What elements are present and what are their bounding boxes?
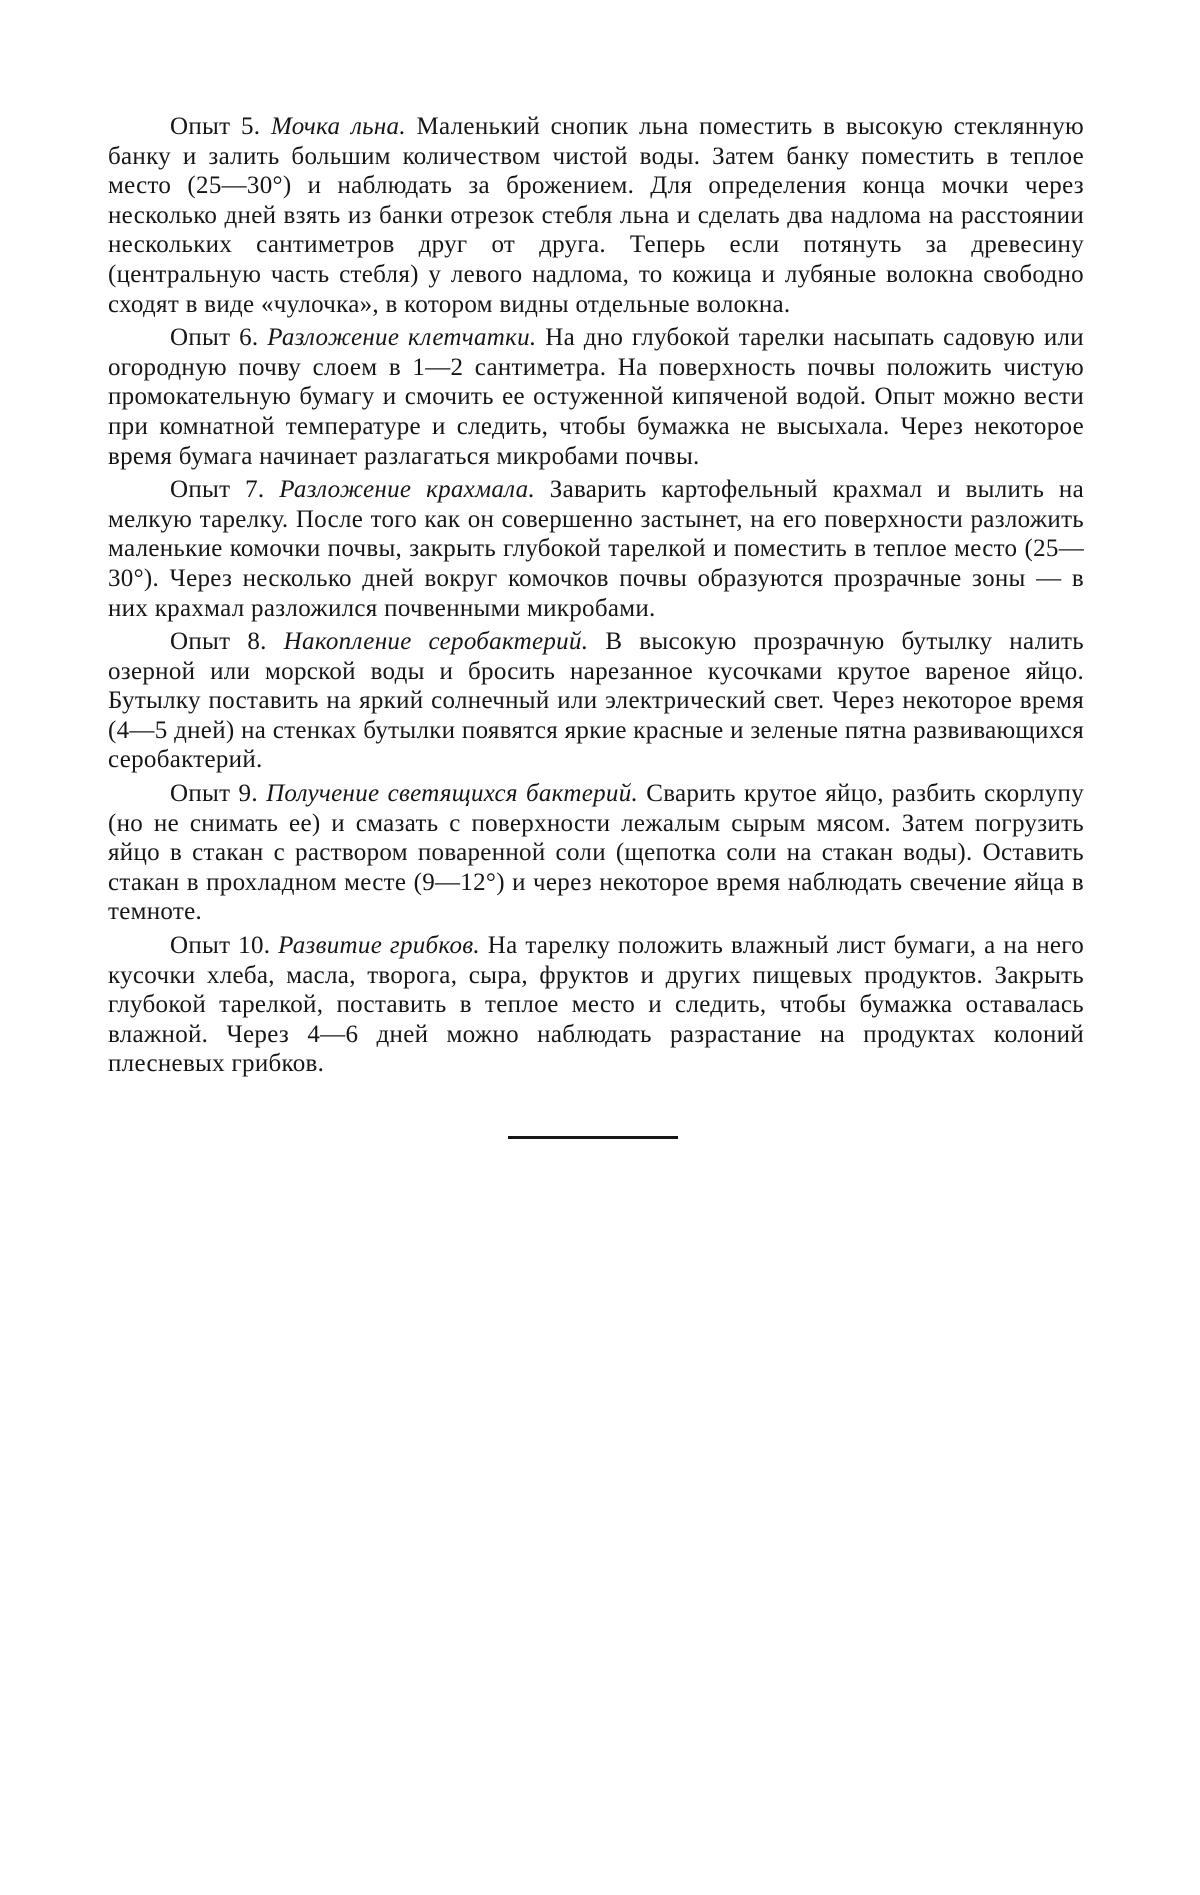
experiment-6: [108, 323, 1084, 471]
experiment-text: На дно глубокой тарелки насыпать садовую или огородную почву слоем в 1—2 сантиметра. На поверхность почвы положить чистую промокательную бумагу и смочить ее остуженной кипяченой водой. Опыт можно вести при комнатной температуре и следить, чтобы бумажка не высыхала. Через некоторое время бумага начинает разлагаться микробами почвы.: [108, 324, 1084, 469]
experiment-text: Сварить крутое яйцо, разбить скорлупу (но не снимать ее) и смазать с поверхности лежалым сырым мясом. Затем погрузить яйцо в стакан с раствором поваренной соли (щепотка соли на стакан воды). Оставить стакан в прохладном месте (9—12°) и через некоторое время наблюдать свечение яйца в темноте.: [108, 780, 1084, 925]
section-end-rule: [508, 1136, 678, 1139]
experiment-title: Получение светящихся бактерий.: [266, 780, 638, 807]
experiment-title: Развитие грибков.: [278, 932, 480, 959]
experiment-text: На тарелку положить влажный лист бумаги, а на него кусочки хлеба, масла, творога, сыра, фруктов и других пищевых продуктов. Закрыть глубокой тарелкой, поставить в теплое место и следить, чтобы бумажка оставалась влажной. Через 4—6 дней можно наблюдать разрастание на продуктах колоний плесневых грибков.: [108, 932, 1084, 1077]
experiment-9: [108, 779, 1084, 927]
experiment-text: Заварить картофельный крахмал и вылить на мелкую тарелку. После того как он совершенно застынет, на его поверхности разложить маленькие комочки почвы, закрыть глубокой тарелкой и поместить в теплое место (25—30°). Через несколько дней вокруг комочков почвы образуются прозрачные зоны — в них крахмал разложился почвенными микробами.: [108, 476, 1084, 621]
experiment-7: [108, 475, 1084, 623]
experiment-label: Опыт 5.: [170, 113, 260, 140]
experiment-10: [108, 931, 1084, 1079]
experiment-title: Разложение клетчатки.: [267, 324, 536, 351]
page-body: [108, 112, 1084, 1083]
experiment-text: В высокую прозрачную бутылку налить озерной или морской воды и бросить нарезанное кусочками крутое вареное яйцо. Бутылку поставить на яркий солнечный или электрический свет. Через некоторое время (4—5 дней) на стенках бутылки появятся яркие красные и зеленые пятна развивающихся серобактерий.: [108, 628, 1084, 773]
experiment-label: Опыт 9.: [170, 780, 258, 807]
experiment-text: Маленький снопик льна поместить в высокую стеклянную банку и залить большим количеством чистой воды. Затем банку поместить в теплое место (25—30°) и наблюдать за брожением. Для определения конца мочки через несколько дней взять из банки отрезок стебля льна и сделать два надлома на расстоянии нескольких сантиметров друг от друга. Теперь если потянуть за древесину (центральную часть стебля) у левого надлома, то кожица и лубяные волокна свободно сходят в виде «чулочка», в котором видны отдельные волокна.: [108, 113, 1084, 318]
experiment-8: [108, 627, 1084, 775]
experiment-title: Разложение крахмала.: [279, 476, 535, 503]
experiment-label: Опыт 10.: [170, 932, 270, 959]
experiment-label: Опыт 6.: [170, 324, 258, 351]
experiment-title: Накопление серобактерий.: [284, 628, 589, 655]
experiment-label: Опыт 8.: [170, 628, 267, 655]
experiment-label: Опыт 7.: [170, 476, 264, 503]
experiment-5: [108, 112, 1084, 319]
experiment-title: Мочка льна.: [271, 113, 406, 140]
